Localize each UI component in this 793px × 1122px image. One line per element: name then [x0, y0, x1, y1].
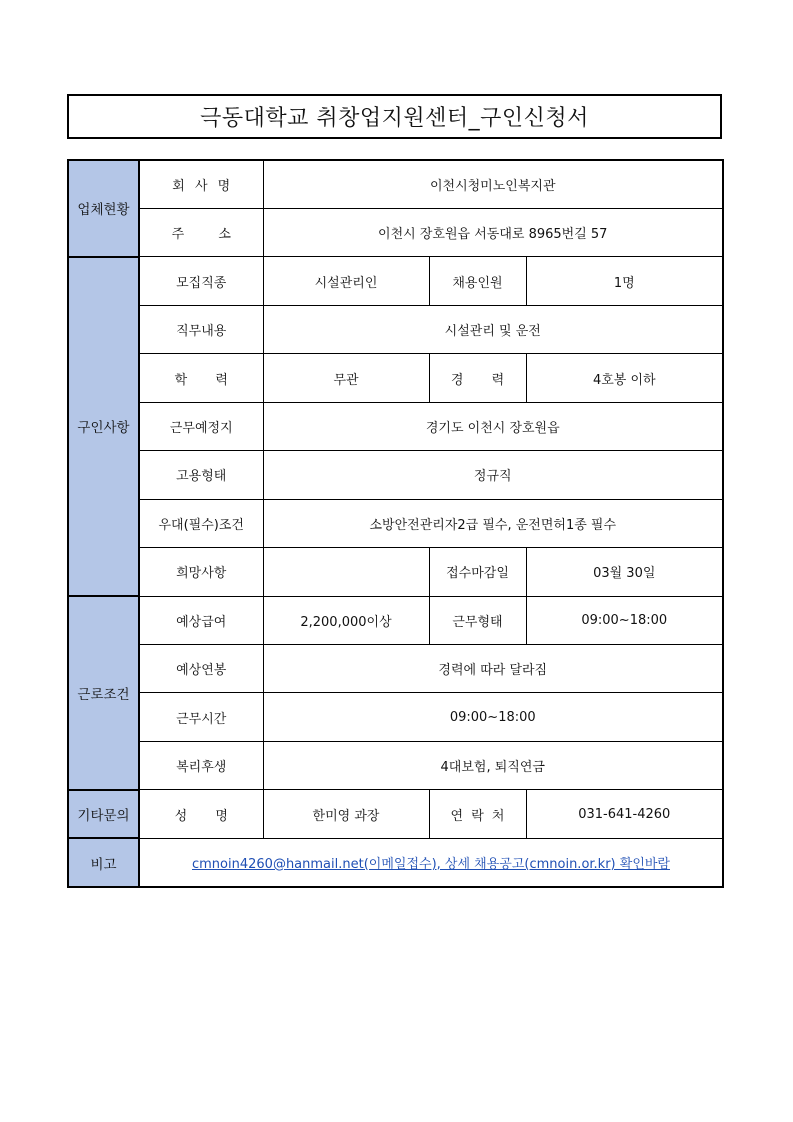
company-address-label: 주 소 [139, 208, 263, 256]
salary-value: 2,200,000이상 [263, 596, 429, 644]
preferred-value: 소방안전관리자2급 필수, 운전면허1종 필수 [263, 499, 723, 547]
employment-type-label: 고용형태 [139, 451, 263, 499]
shift-value: 09:00~18:00 [526, 596, 723, 644]
wish-label: 희망사항 [139, 548, 263, 596]
row-preferred [68, 499, 723, 547]
deadline-value: 03월 30일 [526, 548, 723, 596]
welfare-label: 복리후생 [139, 741, 263, 789]
application-table [67, 159, 724, 888]
shift-label: 근무형태 [429, 596, 526, 644]
contact-phone-label: 연 락 처 [429, 790, 526, 838]
section-company: 업체현황 [68, 160, 139, 257]
employment-type-value: 정규직 [263, 451, 723, 499]
hours-value: 09:00~18:00 [263, 693, 723, 741]
workplace-value: 경기도 이천시 장호원읍 [263, 402, 723, 450]
experience-label: 경 력 [429, 354, 526, 402]
section-remarks: 비고 [68, 838, 139, 887]
row-salary [68, 596, 723, 644]
deadline-label: 접수마감일 [429, 548, 526, 596]
preferred-label: 우대(필수)조건 [139, 499, 263, 547]
row-contact [68, 790, 723, 838]
remarks-cell [139, 838, 723, 887]
row-annual [68, 645, 723, 693]
welfare-value: 4대보험, 퇴직연금 [263, 741, 723, 789]
contact-phone-value: 031-641-4260 [526, 790, 723, 838]
job-type-value: 시설관리인 [263, 257, 429, 305]
row-education [68, 354, 723, 402]
company-name-value: 이천시청미노인복지관 [263, 160, 723, 208]
hire-count-value: 1명 [526, 257, 723, 305]
hours-label: 근무시간 [139, 693, 263, 741]
contact-name-label: 성 명 [139, 790, 263, 838]
company-address-value: 이천시 장호원읍 서동대로 8965번길 57 [263, 208, 723, 256]
education-value: 무관 [263, 354, 429, 402]
row-job-type [68, 257, 723, 305]
job-desc-label: 직무내용 [139, 305, 263, 353]
row-company-address [68, 208, 723, 256]
row-job-desc [68, 305, 723, 353]
contact-name-value: 한미영 과장 [263, 790, 429, 838]
row-employment-type [68, 451, 723, 499]
workplace-label: 근무예정지 [139, 402, 263, 450]
wish-value [263, 548, 429, 596]
company-name-label: 회 사 명 [139, 160, 263, 208]
annual-value: 경력에 따라 달라짐 [263, 645, 723, 693]
remarks-link[interactable]: cmnoin4260@hanmail.net(이메일접수), 상세 채용공고(cmnoin.or.kr) 확인바람 [192, 856, 670, 872]
education-label: 학 력 [139, 354, 263, 402]
job-type-label: 모집직종 [139, 257, 263, 305]
section-contact: 기타문의 [68, 790, 139, 838]
salary-label: 예상급여 [139, 596, 263, 644]
section-conditions: 근로조건 [68, 596, 139, 790]
annual-label: 예상연봉 [139, 645, 263, 693]
row-remarks [68, 838, 723, 887]
row-workplace [68, 402, 723, 450]
row-welfare [68, 741, 723, 789]
form-title: 극동대학교 취창업지원센터_구인신청서 [67, 94, 722, 139]
hire-count-label: 채용인원 [429, 257, 526, 305]
experience-value: 4호봉 이하 [526, 354, 723, 402]
row-wish [68, 548, 723, 596]
section-job: 구인사항 [68, 257, 139, 596]
job-desc-value: 시설관리 및 운전 [263, 305, 723, 353]
row-company-name [68, 160, 723, 208]
row-hours [68, 693, 723, 741]
